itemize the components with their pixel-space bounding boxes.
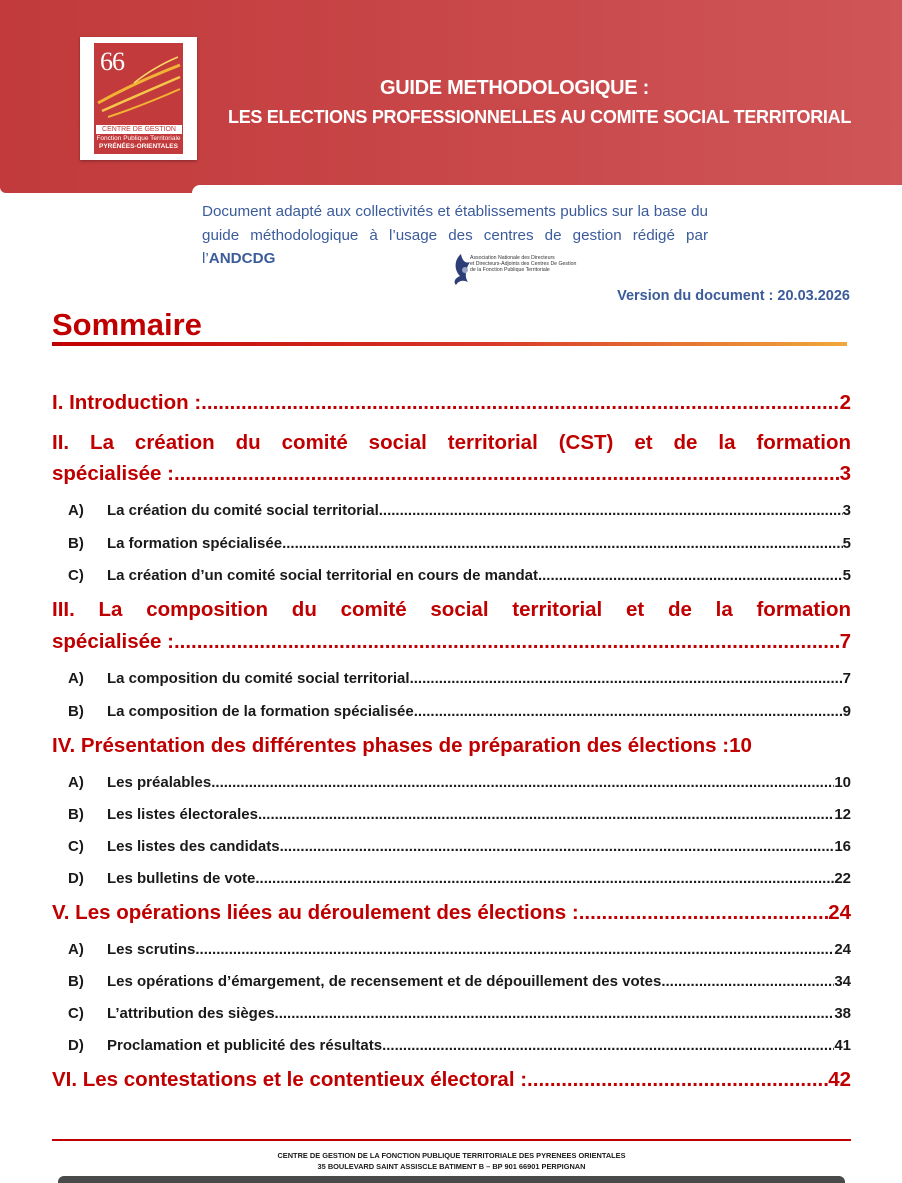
toc-entry-label: spécialisée : [52, 462, 174, 485]
toc-entry-label: VI. Les contestations et le contentieux électoral : [52, 1068, 528, 1091]
toc-entry-page: 3 [839, 462, 851, 485]
toc-subentry[interactable] [52, 870, 851, 887]
toc-entry-label: IV. Présentation des différentes phases de préparation des élections : [52, 734, 730, 757]
document-version: Version du document : 20.03.2026 [617, 288, 850, 304]
toc-subentry-label: Proclamation et publicité des résultats [107, 1037, 383, 1054]
toc-entry-page: 10 [729, 734, 752, 757]
toc-subentry-letter: C) [68, 1005, 84, 1022]
toc-subentry-page: 5 [842, 535, 851, 552]
toc-subentry-label: Les bulletins de vote [107, 870, 256, 887]
toc-subentry-label: La création du comité social territorial [107, 502, 379, 519]
toc-subentry-page: 16 [834, 838, 851, 855]
toc-subentry-letter: A) [68, 670, 84, 687]
toc-leader [382, 1037, 834, 1054]
toc-entry-label: spécialisée : [52, 630, 174, 653]
toc-subentry-label: Les préalables [107, 774, 212, 791]
andcdg-line: de la Fonction Publique Territoriale [470, 267, 550, 274]
sommaire-heading: Sommaire [52, 307, 202, 342]
toc-subentry-letter: D) [68, 870, 84, 887]
andcdg-line: Association Nationale des Directeurs [470, 255, 555, 261]
toc-subentry-page: 9 [842, 703, 851, 720]
toc-entry-first-line[interactable]: II. La création du comité social territorial (CST) et de la formation [52, 431, 851, 454]
toc-subentry-letter: D) [68, 1037, 84, 1054]
toc-entry[interactable] [52, 734, 851, 758]
logo-po-line: PYRÉNÉES-ORIENTALES [99, 143, 178, 150]
toc-subentry-label: Les scrutins [107, 941, 196, 958]
toc-leader [661, 973, 834, 990]
toc-subentry-label: Les listes des candidats [107, 838, 280, 855]
footer-organization: CENTRE DE GESTION DE LA FONCTION PUBLIQUE TERRITORIALE DES PYRENEES ORIENTALES [277, 1151, 626, 1160]
toc-entry-page: 42 [828, 1068, 851, 1091]
footer-bar [58, 1176, 845, 1183]
toc-subentry-label: La création d’un comité social territorial en cours de mandat [107, 567, 538, 584]
toc-entry[interactable] [52, 462, 851, 486]
logo-red-panel [94, 43, 183, 154]
footer-address: 35 BOULEVARD SAINT ASSISCLE BATIMENT B – BP 901 66901 PERPIGNAN [317, 1162, 586, 1171]
toc-subentry-label: L’attribution des sièges [107, 1005, 275, 1022]
logo-centre-de-gestion: CENTRE DE GESTION [96, 125, 182, 134]
toc-subentry-letter: A) [68, 502, 84, 519]
toc-subentry[interactable] [52, 973, 851, 990]
toc-subentry-page: 34 [834, 973, 851, 990]
andcdg-logo [450, 252, 610, 286]
toc-leader [275, 1005, 835, 1022]
toc-subentry-letter: C) [68, 567, 84, 584]
cdg66-logo [80, 37, 197, 160]
toc-subentry-label: La composition du comité social territorial [107, 670, 410, 687]
toc-leader [211, 774, 834, 791]
toc-subentry-letter: B) [68, 535, 84, 552]
toc-entry[interactable] [52, 630, 851, 654]
toc-subentry-page: 12 [834, 806, 851, 823]
logo-number: 66 [100, 47, 124, 76]
toc-subentry[interactable] [52, 774, 851, 791]
toc-subentry[interactable] [52, 806, 851, 823]
toc-subentry-page: 10 [834, 774, 851, 791]
toc-leader [538, 567, 843, 584]
toc-subentry[interactable] [52, 941, 851, 958]
toc-subentry[interactable] [52, 567, 851, 584]
toc-entry-first-line[interactable]: III. La composition du comité social territorial et de la formation [52, 598, 851, 621]
toc-leader [174, 462, 840, 486]
toc-subentry[interactable] [52, 502, 851, 519]
toc-subentry-page: 38 [834, 1005, 851, 1022]
toc-subentry[interactable] [52, 670, 851, 687]
toc-entry[interactable] [52, 391, 851, 415]
toc-leader [255, 870, 834, 887]
toc-subentry[interactable] [52, 535, 851, 552]
toc-subentry-letter: B) [68, 703, 84, 720]
toc-entry[interactable] [52, 901, 851, 925]
toc-leader [527, 1068, 828, 1092]
toc-subentry[interactable] [52, 1037, 851, 1054]
toc-subentry-label: La composition de la formation spécialisée [107, 703, 414, 720]
toc-leader [414, 703, 843, 720]
toc-entry-page: 2 [839, 391, 851, 414]
toc-leader [282, 535, 843, 552]
toc-leader [280, 838, 835, 855]
toc-subentry-letter: A) [68, 774, 84, 791]
logo-fpt-line: Fonction Publique Territoriale [96, 135, 181, 142]
toc-entry-label: I. Introduction : [52, 391, 202, 414]
toc-subentry[interactable] [52, 838, 851, 855]
logo-subtitle [94, 135, 183, 151]
andcdg-logo-text [470, 255, 610, 274]
toc-subentry-label: Les opérations d’émargement, de recensement et de dépouillement des votes [107, 973, 662, 990]
intro-text: Document adapté aux collectivités et établissements publics sur la base du guide méthodologique à l’usage des centres de gestion rédigé par l’ [202, 203, 708, 267]
toc-subentry-page: 3 [842, 502, 851, 519]
toc-subentry-page: 22 [834, 870, 851, 887]
toc-entry[interactable] [52, 1068, 851, 1092]
andcdg-line: et Directeurs-Adjoints des Centres De Gestion [470, 261, 577, 268]
toc-entry-label: V. Les opérations liées au déroulement des élections : [52, 901, 579, 924]
toc-subentry-letter: A) [68, 941, 84, 958]
sommaire-rule [52, 342, 847, 346]
toc-subentry[interactable] [52, 703, 851, 720]
toc-entry-page: 7 [839, 630, 851, 653]
toc-leader [174, 630, 840, 654]
toc-subentry-label: Les listes électorales [107, 806, 258, 823]
toc-leader [258, 806, 834, 823]
toc-subentry-letter: C) [68, 838, 84, 855]
toc-subentry-label: La formation spécialisée [107, 535, 283, 552]
toc-subentry-page: 7 [842, 670, 851, 687]
andcdg-emblem-icon [450, 252, 472, 286]
toc-subentry[interactable] [52, 1005, 851, 1022]
toc-subentry-letter: B) [68, 806, 84, 823]
toc-subentry-page: 41 [834, 1037, 851, 1054]
intro-andcdg: ANDCDG [208, 250, 276, 267]
toc-leader [579, 901, 828, 925]
toc-subentry-page: 24 [834, 941, 851, 958]
toc-leader [195, 941, 834, 958]
document-title-line2: LES ELECTIONS PROFESSIONNELLES AU COMITE SOCIAL TERRITORIAL [228, 107, 852, 127]
toc-leader [201, 391, 839, 415]
document-title-line1: GUIDE METHODOLOGIQUE : [380, 77, 649, 99]
toc-subentry-page: 5 [842, 567, 851, 584]
toc-entry-page: 24 [828, 901, 851, 924]
toc-leader [410, 670, 843, 687]
toc-subentry-letter: B) [68, 973, 84, 990]
toc-leader [379, 502, 843, 519]
footer-rule [52, 1139, 851, 1141]
